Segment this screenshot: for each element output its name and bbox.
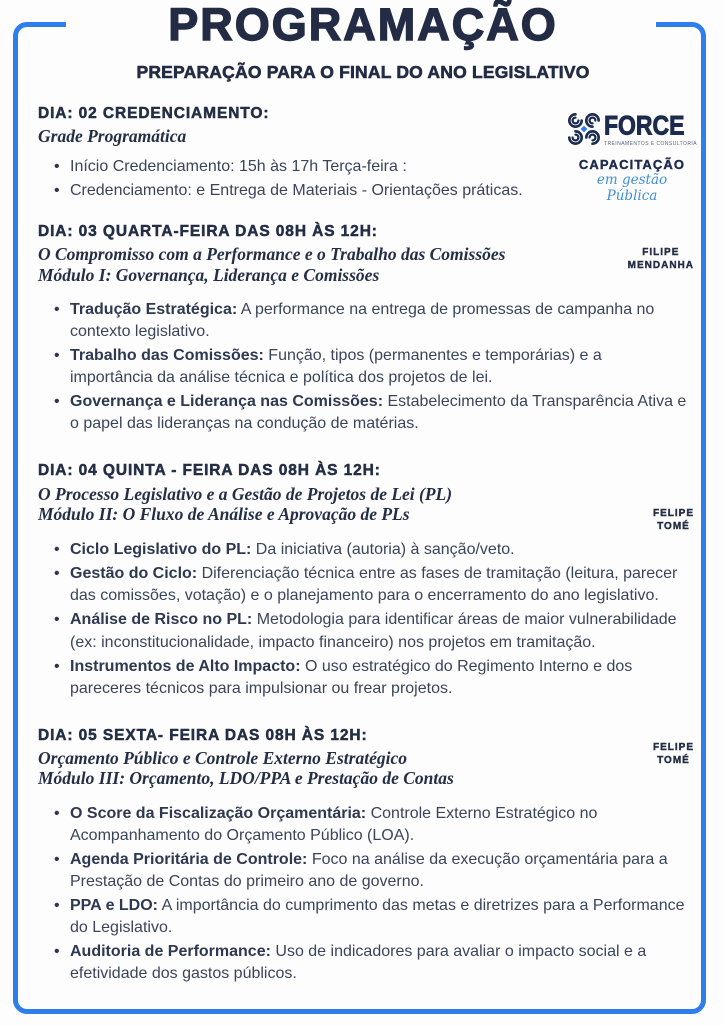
bullet-item [52, 539, 688, 561]
bullet-text: Estabelecimento da Transparência Ativa e o papel das lideranças na condução de matérias. [70, 393, 687, 433]
bullet-item [52, 609, 688, 653]
section-dia-03 [38, 222, 694, 435]
spiral-logo-icon [567, 112, 601, 151]
bullet-lead: Análise de Risco no PL: [70, 611, 253, 629]
bullet-text: Função, tipos (permanentes e temporárias) e a importância da análise técnica e política dos projetos de lei. [70, 346, 602, 387]
bullet-text: Credenciamento: e Entrega de Materiais - Orientações práticas. [70, 181, 523, 199]
bullet-lead: O Score da Fiscalização Orçamentária: [70, 804, 367, 822]
bullet-text: A importância do cumprimento das metas e diretrizes para a Performance do Legislativo. [70, 897, 685, 937]
bullet-lead: Trabalho das Comissões: [70, 346, 264, 364]
bullet-lead: Instrumentos de Alto Impacto: [70, 657, 301, 675]
bullet-text: O uso estratégico do Regimento Interno e dos pareceres técnicos para impulsionar ou frear projetos. [70, 657, 633, 697]
bullet-text: Controle Externo Estratégico no Acompanhamento do Orçamento Público (LOA). [70, 804, 598, 844]
page-subtitle: PREPARAÇÃO PARA O FINAL DO ANO LEGISLATIVO [136, 62, 590, 82]
section-heading: DIA: 02 CREDENCIAMENTO: [38, 105, 270, 122]
bullet-text: Início Credenciamento: 15h às 17h Terça-feira : [70, 157, 407, 175]
bullet-text: Uso de indicadores para avaliar o impacto social e a efetividade dos gastos públicos. [70, 943, 647, 983]
section-dia-05 [38, 726, 694, 986]
bullet-list [38, 539, 688, 700]
section-subtitle-line: Módulo III: Orçamento, LDO/PPA e Prestação de Contas [38, 768, 454, 789]
bullet-list [38, 803, 688, 986]
section-subtitle-line: Módulo I: Governança, Liderança e Comissões [38, 264, 380, 285]
bullet-text: A performance na entrega de promessas de campanha no contexto legislativo. [70, 300, 655, 340]
gestao-publica-script: em gestão Pública [596, 172, 668, 204]
bullet-text: Da iniciativa (autoria) à sanção/veto. [251, 541, 515, 559]
section-dia-04 [38, 461, 694, 700]
bullet-text: Metodologia para identificar áreas de maior vulnerabilidade (ex: inconstitucionalidade, impacto financeiro) nos projetos em tramitação. [70, 611, 677, 651]
bullet-lead: Tradução Estratégica: [70, 300, 238, 318]
section-heading: DIA: 03 QUARTA-FEIRA DAS 08H ÀS 12H: [38, 222, 378, 240]
section-subtitle-line: O Processo Legislativo e a Gestão de Projetos de Lei (PL) [38, 483, 453, 504]
page-title: PROGRAMAÇÃO [168, 0, 558, 50]
section-subtitle-line: Módulo II: O Fluxo de Análise e Aprovação de PLs [38, 503, 410, 524]
bullet-item [52, 299, 688, 343]
bullet-item [52, 563, 688, 607]
force-logo [572, 109, 698, 204]
force-tagline: TREINAMENTOS E CONSULTORIA [603, 141, 698, 147]
speaker-label: FELIPE TOMÉ [652, 508, 694, 533]
section-subtitle [38, 244, 688, 285]
bullet-item [52, 345, 688, 389]
bullet-list [38, 299, 688, 435]
bullet-text: Foco na análise da execução orçamentária para a Prestação de Contas do primeiro ano de governo. [70, 850, 668, 890]
bullet-item [52, 803, 688, 847]
capacitacao-label: CAPACITAÇÃO [578, 157, 686, 172]
section-heading: DIA: 04 QUINTA - FEIRA DAS 08H ÀS 12H: [38, 462, 381, 480]
bullet-item [52, 656, 688, 700]
section-subtitle [38, 484, 688, 525]
bullet-item [52, 895, 688, 939]
speaker-label: FELIPE TOMÉ [652, 741, 694, 766]
section-heading: DIA: 05 SEXTA- FEIRA DAS 08H ÀS 12H: [38, 726, 368, 744]
section-subtitle [38, 748, 688, 789]
bullet-lead: PPA e LDO: [70, 897, 159, 915]
bullet-lead: Auditoria de Performance: [70, 943, 271, 961]
bullet-lead: Gestão do Ciclo: [70, 565, 198, 583]
bullet-item [52, 391, 688, 435]
bullet-item [52, 941, 688, 985]
bullet-lead: Agenda Prioritária de Controle: [70, 850, 308, 868]
bullet-lead: Ciclo Legislativo do PL: [70, 541, 252, 559]
bullet-item [52, 849, 688, 893]
section-subtitle-line: O Compromisso com a Performance e o Trabalho das Comissões [38, 244, 506, 265]
bullet-lead: Governança e Liderança nas Comissões: [70, 393, 384, 411]
force-brand-name: FORCE [603, 109, 685, 141]
section-subtitle-line: Grade Programática [38, 126, 187, 147]
bullet-text: Diferenciação técnica entre as fases de tramitação (leitura, parecer das comissões, votação) e o planejamento para o encerramento do ano legislativo. [70, 565, 678, 605]
speaker-label: FILIPE MENDANHA [627, 246, 694, 271]
section-subtitle-line: Orçamento Público e Controle Externo Estratégico [38, 748, 407, 769]
